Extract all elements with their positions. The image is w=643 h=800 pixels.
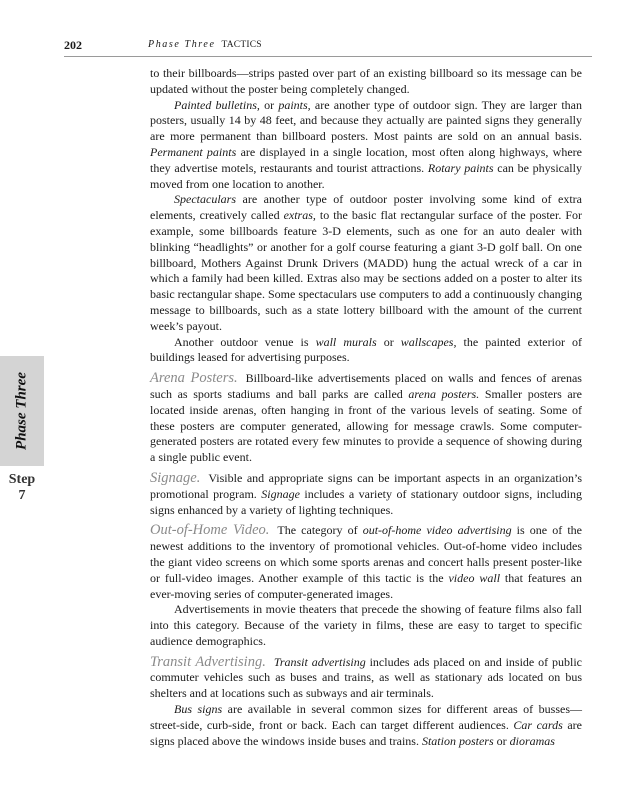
side-tab-label: Phase Three	[13, 372, 30, 450]
paragraph	[150, 371, 582, 466]
term: out-of-home video advertising	[362, 523, 512, 538]
paragraph	[150, 335, 582, 367]
term: Rotary paints	[427, 160, 494, 175]
term: Transit advertising	[273, 654, 366, 669]
term: Car cards	[513, 717, 563, 732]
body-text	[150, 66, 582, 749]
text: to the basic flat rectangular surface of the poster. For example, some billboards feature 3-D elements, such as one for an auto dealer with blinking “headlights” or another for a golf course featuring a giant 3-D golf ball. On one billboard, Mothers Against Drunk Drivers (MADD) hung the actual wreck of a car in which a family had been killed. Extras also may be sections added on a poster to alter its basic rectangular shape. Some spectaculars use computers to add a continuously changing message to billboards, such as a state lottery billboard with the amount of the current week’s payout.	[150, 208, 582, 333]
text: Billboard-like advertisements placed on walls and fences of arenas such as sports stadiums and ball parks are called	[150, 371, 582, 401]
text: Another outdoor venue is	[174, 334, 316, 349]
text: Visible and appropriate signs can be important aspects in an organization’s promotional program.	[150, 470, 582, 501]
term: video wall	[448, 570, 501, 585]
subhead-signage: Signage.	[150, 469, 201, 486]
term: Painted bulletins,	[174, 97, 260, 112]
subhead-arena-posters: Arena Posters.	[150, 370, 238, 387]
text: are another type of outdoor poster involving some kind of extra elements, creatively called	[150, 192, 582, 223]
phase-label: Phase Three	[148, 39, 216, 50]
text: is one of the newest additions to the inventory of promotional vehicles. Out-of-home video includes the giant video screens on which some sports arenas and concert halls present poster-like or full-video images. Another example of this tactic is the	[150, 523, 582, 585]
text: or	[376, 334, 401, 349]
subhead-out-of-home-video: Out-of-Home Video.	[150, 522, 270, 539]
text: or	[259, 97, 279, 112]
paragraph	[150, 471, 582, 518]
paragraph: Advertisements in movie theaters that precede the showing of feature films also fall into this category. Because of the variety in films, these are easy to target to specific audience demographics.	[150, 602, 582, 648]
term: paints,	[278, 97, 311, 112]
text: that features an ever-moving series of computer-generated images.	[150, 570, 582, 601]
running-header	[0, 38, 643, 58]
term: wall murals	[315, 334, 377, 349]
text: are displayed in a single location, most often along highways, where they advertise motels, restaurants and tourist attractions.	[150, 144, 582, 175]
step-label: Step	[8, 472, 36, 487]
text: are available in several common sizes for different areas of busses—street-side, curb-side, front or back. Each can target different audiences.	[150, 702, 582, 732]
step-number: 7	[18, 488, 26, 503]
header-rule	[64, 56, 592, 57]
subhead-transit-advertising: Transit Advertising.	[150, 653, 266, 670]
term: extras,	[283, 208, 316, 223]
text: are another type of outdoor sign. They are larger than posters, usually 14 by 48 feet, and because they actually are painted signs they generally are more permanent than billboard posters. Most paints are sold on an annual basis.	[150, 97, 583, 144]
page-number: 202	[64, 38, 82, 52]
running-head	[148, 39, 262, 50]
term: Bus signs	[174, 702, 223, 717]
paragraph	[150, 192, 582, 334]
term: arena posters.	[408, 386, 480, 401]
term: Signage	[261, 486, 300, 501]
text: are signs placed above the windows inside buses and trains.	[150, 717, 582, 748]
paragraph	[150, 702, 582, 749]
text: or	[493, 733, 510, 748]
paragraph	[150, 98, 582, 193]
paragraph	[150, 523, 582, 602]
term: Station posters	[421, 733, 494, 748]
text: the painted exterior of buildings leased for advertising purposes.	[150, 334, 582, 365]
term: Permanent paints	[150, 144, 237, 159]
paragraph	[150, 655, 582, 702]
term: dioramas	[509, 733, 555, 748]
text: can be physically moved from one location to another.	[150, 160, 582, 191]
text: includes a variety of stationary outdoor signs, including signs enhanced by a variety of lighting techniques.	[150, 486, 583, 517]
term: wallscapes,	[400, 334, 457, 349]
text: Smaller posters are located inside arenas, often hanging in front of the various levels of seating. Some of these posters are computer generated, allowing for message crawls. Some computer-generated posters are rotated every few minutes to provide a sequence of showing during a single public event.	[150, 386, 583, 465]
text: The category of	[277, 523, 363, 538]
text: includes ads placed on and inside of public commuter vehicles such as buses and trains, as well as stationary ads located on bus shelters and at locations such as subways and air terminals.	[150, 654, 582, 701]
section-label: TACTICS	[221, 40, 262, 50]
term: Spectaculars	[174, 192, 236, 207]
paragraph: to their billboards—strips pasted over part of an existing billboard so its message can be updated without the poster being completely changed.	[150, 66, 582, 96]
